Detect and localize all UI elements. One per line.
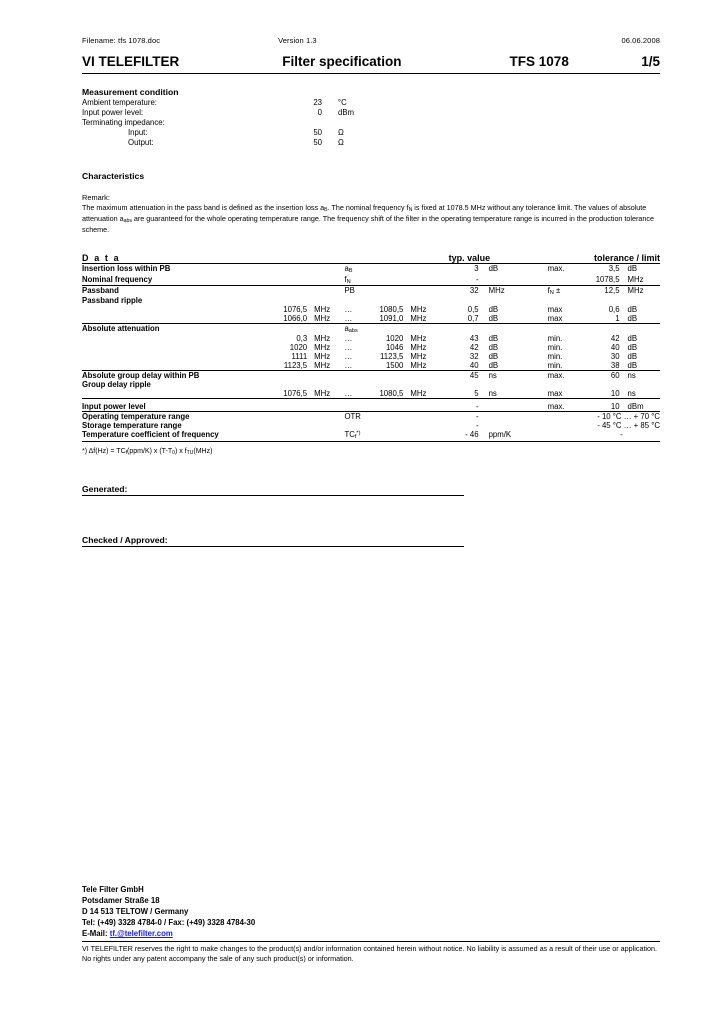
range-from: 1066,0 [283, 314, 308, 324]
table-header-row [82, 253, 660, 264]
range-to: 1080,5 [379, 305, 404, 315]
measurement-condition-title: Measurement condition [82, 87, 179, 97]
table-row-nominal-frequency [82, 275, 660, 286]
row-typ-value: 0,5 [467, 305, 479, 315]
row-typ-unit: dB [488, 305, 499, 315]
mc-value [278, 118, 338, 128]
row-symbol [344, 275, 403, 286]
email-label: E-Mail: [82, 929, 110, 939]
table-footnote [82, 448, 660, 456]
row-label: Passband [82, 285, 267, 296]
mc-unit: dBm [338, 108, 355, 118]
remark-part-1: The maximum attenuation in the pass band is defined as the insertion loss a [82, 202, 325, 212]
qual-sub: N [549, 290, 554, 297]
col-header-typ: typ. value [448, 253, 491, 264]
row-qualifier: min. [547, 343, 563, 353]
mc-value: 0 [317, 108, 322, 118]
company-address [82, 884, 660, 939]
row-limit-unit: dB [627, 314, 638, 324]
row-qualifier: max. [548, 371, 583, 381]
filename-label: Filename: tfs 1078.doc [82, 36, 161, 45]
row-limit-value: 10 [610, 389, 620, 399]
row-label: Insertion loss within PB [82, 264, 267, 275]
range-to: 1123,5 [380, 352, 404, 362]
row-label: Temperature coefficient of frequency [82, 430, 267, 441]
range-from-unit: MHz [314, 361, 331, 371]
range-from-unit: MHz [314, 334, 331, 344]
mc-unit: °C [338, 98, 347, 108]
range-dots: … [344, 352, 353, 362]
row-qualifier: min. [547, 334, 563, 344]
col-header-tolerance: tolerance / limit [593, 253, 660, 264]
row-qualifier: min. [547, 361, 563, 371]
remark-label: Remark: [82, 192, 110, 202]
row-typ-value: 3 [441, 264, 479, 275]
mc-label: Output: [128, 137, 154, 147]
row-limit-text: - 45 °C … + 85 °C [597, 421, 660, 431]
table-row [82, 361, 660, 371]
table-row-insertion-loss [82, 264, 660, 275]
row-typ-value: - [475, 274, 479, 284]
remark-text [82, 203, 660, 234]
row-limit-unit: dB [627, 343, 638, 353]
row-typ-value: 5 [474, 389, 479, 399]
table-row [82, 108, 378, 118]
footnote-sub-tu: TU [186, 449, 194, 456]
row-limit-unit: MHz [627, 274, 644, 284]
table-row-storage-temp [82, 421, 660, 430]
row-typ-unit: ppm/K [479, 430, 548, 441]
measurement-condition-table [82, 98, 378, 147]
document-meta-header [82, 36, 660, 45]
symbol-sub: N [346, 278, 351, 285]
row-label: Group delay ripple [82, 380, 151, 390]
footnote-sub-0: 0 [172, 449, 175, 456]
row-typ-unit: dB [488, 334, 499, 344]
range-to-unit: MHz [410, 389, 427, 399]
row-symbol [344, 421, 403, 430]
remark-part-2: . The nominal frequency f [327, 202, 409, 212]
row-qualifier: max [547, 314, 563, 324]
row-label: Absolute group delay within PB [82, 371, 267, 381]
table-row [82, 305, 660, 314]
row-typ-value: - [441, 399, 479, 412]
mc-label: Terminating impedance: [82, 117, 165, 127]
row-limit-text: - [583, 430, 660, 441]
row-typ-unit: dB [488, 352, 499, 362]
footnote-part-1: *) Δf(Hz) = TC [82, 447, 126, 455]
range-from: 1076,5 [283, 389, 308, 399]
remark-sub-abs: abs [123, 218, 132, 224]
row-typ-unit: dB [488, 361, 499, 371]
date-label: 06.06.2008 [621, 36, 660, 45]
remark-sub-b: B [324, 207, 328, 214]
table-row-input-power [82, 399, 660, 412]
characteristics-title: Characteristics [82, 170, 145, 181]
company-name: Tele Filter GmbH [82, 885, 144, 894]
company-city: D 14 513 TELTOW / Germany [82, 907, 189, 917]
row-typ-unit [479, 399, 548, 412]
mc-unit: Ω [338, 127, 344, 137]
remark-part-3: is fixed at 1078.5 MHz without any tolerance limit. The values of absolute attenuation a [82, 202, 647, 223]
data-section [82, 253, 660, 455]
symbol-footnote-marker: *) [356, 430, 361, 437]
row-limit-unit: dB [627, 352, 638, 362]
range-dots: … [344, 305, 353, 315]
row-limit-unit: dB [627, 334, 638, 344]
version-label: Version 1.3 [278, 36, 317, 45]
table-row [82, 118, 378, 128]
row-limit-unit: ns [627, 389, 636, 399]
range-from-unit: MHz [314, 314, 331, 324]
specification-table [82, 253, 660, 441]
range-to-unit: MHz [410, 361, 427, 371]
table-row [82, 98, 378, 108]
row-typ-value: - [441, 412, 479, 422]
row-typ-value: 42 [469, 343, 479, 353]
row-limit-value: 1078,5 [595, 274, 620, 284]
table-row [82, 389, 660, 399]
logo-vi-mark: VI [82, 54, 95, 69]
table-row [82, 137, 378, 147]
row-limit-unit: ns [620, 371, 660, 381]
mc-unit [338, 118, 378, 128]
symbol-base: a [344, 324, 349, 334]
row-symbol [344, 324, 403, 335]
document-footer [82, 884, 660, 964]
mc-value: 50 [313, 137, 322, 147]
row-symbol: OTR [344, 412, 403, 422]
row-limit-text: - 10 °C … + 70 °C [583, 412, 660, 422]
footnote-part-2: (ppm/K) x (T-T [127, 447, 173, 455]
mc-label: Input power level: [82, 108, 144, 118]
range-to-unit: MHz [410, 352, 427, 362]
company-email-row [82, 928, 660, 939]
page-number: 1/5 [641, 54, 660, 69]
range-to-unit: MHz [410, 305, 427, 315]
row-limit-value: 12,5 [583, 285, 620, 296]
row-label: Storage temperature range [82, 421, 182, 431]
mc-value: 23 [313, 98, 322, 108]
email-link[interactable]: tf.@telefilter.com [109, 929, 173, 939]
range-dots: … [344, 361, 353, 371]
range-dots: … [344, 334, 353, 344]
range-to-unit: MHz [410, 334, 427, 344]
row-qualifier: max. [548, 264, 583, 275]
range-to: 1020 [385, 334, 404, 344]
generated-signature-line[interactable]: Generated: [82, 484, 464, 496]
row-label: Absolute attenuation [82, 324, 267, 335]
row-limit-value: 1 [615, 314, 620, 324]
remark-sub-n: N [408, 207, 413, 214]
table-row [82, 352, 660, 361]
row-typ-unit: dB [479, 264, 548, 275]
mc-value: 50 [313, 127, 322, 137]
row-limit-value: 30 [610, 352, 620, 362]
header-divider [82, 73, 660, 74]
footnote-part-3: ) x f [174, 447, 187, 455]
mc-label: Ambient temperature: [82, 98, 157, 108]
row-typ-value: 40 [469, 361, 479, 371]
range-from: 1123,5 [283, 361, 308, 371]
table-row-group-delay [82, 371, 660, 381]
symbol-base: f [344, 274, 347, 284]
mc-unit: Ω [338, 137, 344, 147]
document-title-row [82, 54, 660, 69]
row-typ-unit [479, 275, 548, 286]
legal-disclaimer: VI TELEFILTER reserves the right to make changes to the product(s) and/or information contained herein without notice. No liability is assumed as a result of their use or application. No rights under any patent accompany the sale of any such product(s) or information. [82, 941, 660, 964]
table-row-operating-temp [82, 412, 660, 422]
telefilter-logo [82, 54, 179, 69]
table-row [82, 314, 660, 324]
table-row-passband-ripple-title [82, 296, 660, 305]
row-qualifier [548, 275, 583, 286]
table-row-group-delay-ripple-title [82, 380, 660, 389]
range-from-unit: MHz [314, 305, 331, 315]
logo-wordmark: TELEFILTER [94, 54, 180, 69]
footnote-part-4: (MHz) [193, 447, 213, 455]
range-from-unit: MHz [314, 389, 331, 399]
checked-approved-signature-line[interactable]: Checked / Approved: [82, 535, 464, 547]
range-from-unit: MHz [314, 352, 331, 362]
row-typ-unit: dB [488, 343, 499, 353]
range-dots: … [344, 343, 353, 353]
row-limit-unit: dB [620, 264, 660, 275]
row-limit-unit: dB [627, 305, 638, 315]
row-typ-value: 32 [469, 352, 479, 362]
row-qualifier: min. [547, 352, 563, 362]
company-street: Potsdamer Straße 18 [82, 896, 160, 906]
qual-base: f [547, 285, 550, 295]
range-from: 1020 [289, 343, 308, 353]
company-phone: Tel: (+49) 3328 4784-0 / Fax: (+49) 3328 4784-30 [82, 918, 256, 928]
row-label: Nominal frequency [82, 274, 153, 284]
table-row-absolute-attenuation-title [82, 324, 660, 335]
col-header-data: D a t a [82, 253, 121, 264]
row-typ-value: 45 [441, 371, 479, 381]
row-typ-unit: dB [488, 314, 499, 324]
row-typ-value: - 46 [441, 430, 479, 441]
range-from: 0,3 [296, 334, 308, 344]
qual-pm: ± [553, 285, 561, 295]
range-from: 1076,5 [283, 305, 308, 315]
row-limit-value: 40 [610, 343, 620, 353]
row-typ-unit: MHz [479, 285, 548, 296]
row-limit-unit: MHz [620, 285, 660, 296]
row-limit-value: 10 [583, 399, 620, 412]
row-typ-value: - [475, 421, 479, 431]
part-number: TFS 1078 [509, 54, 569, 69]
range-to: 1500 [385, 361, 404, 371]
symbol-base: TC [344, 430, 355, 440]
range-from-unit: MHz [314, 343, 331, 353]
row-typ-unit: ns [479, 371, 548, 381]
row-label: Input power level [82, 399, 267, 412]
row-symbol [344, 264, 403, 275]
row-symbol [344, 430, 403, 441]
row-qualifier: max [547, 305, 563, 315]
range-dots: … [344, 389, 353, 399]
table-row-passband [82, 285, 660, 296]
table-row [82, 343, 660, 352]
row-typ-value: 32 [441, 285, 479, 296]
symbol-sub: B [348, 268, 353, 275]
row-qualifier: max. [548, 399, 583, 412]
range-to: 1046 [385, 343, 404, 353]
range-to-unit: MHz [410, 343, 427, 353]
row-typ-unit: ns [488, 389, 497, 399]
row-label: Passband ripple [82, 296, 143, 306]
row-symbol: PB [344, 285, 403, 296]
row-limit-unit: dB [627, 361, 638, 371]
row-limit-unit: dBm [620, 399, 660, 412]
row-qualifier [548, 285, 583, 296]
document-content [82, 36, 660, 547]
table-row-temp-coefficient [82, 430, 660, 441]
row-typ-value: 43 [469, 334, 479, 344]
table-row [82, 334, 660, 343]
symbol-sub: f [354, 434, 357, 441]
row-label: Operating temperature range [82, 412, 267, 422]
row-typ-value: 0,7 [467, 314, 479, 324]
footnote-sub-f: f [125, 449, 128, 456]
row-limit-value: 3,5 [583, 264, 620, 275]
remark-part-4: are guaranteed for the whole operating temperature range. The frequency shift of the filter in the operating temperature range is incurred in the production tolerance scheme. [82, 213, 654, 234]
symbol-sub: abs [348, 328, 358, 335]
row-limit-value: 38 [610, 361, 620, 371]
page-title: Filter specification [282, 54, 402, 69]
row-limit-value: 42 [610, 334, 620, 344]
range-to: 1091,0 [379, 314, 404, 324]
row-limit-value: 0,6 [608, 305, 620, 315]
table-row [82, 127, 378, 137]
range-from: 1111 [291, 352, 308, 362]
range-dots: … [344, 314, 353, 324]
symbol-base: a [344, 264, 349, 274]
row-limit-value: 60 [583, 371, 620, 381]
range-to: 1080,5 [379, 389, 404, 399]
mc-label: Input: [128, 127, 148, 137]
range-to-unit: MHz [410, 314, 427, 324]
row-qualifier: max [547, 389, 563, 399]
